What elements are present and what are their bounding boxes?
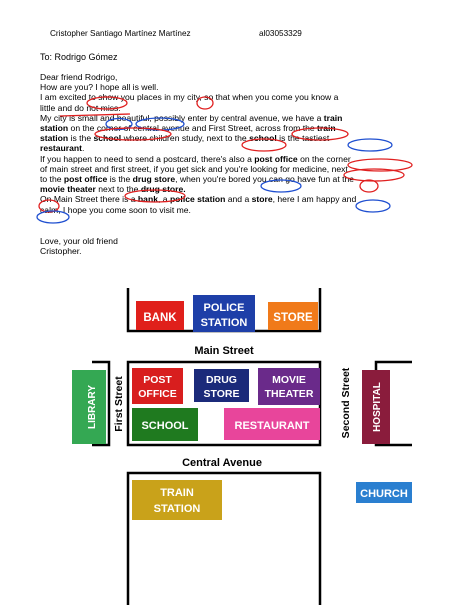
letter-line: calm, I hope you come soon to visit me. xyxy=(40,204,191,215)
bold-text: post office xyxy=(254,153,298,164)
text: is the xyxy=(107,174,133,185)
text: on the corner xyxy=(297,153,351,164)
main-street-label: Main Street xyxy=(194,345,254,357)
recipient-line: To: Rodrigo Gómez xyxy=(40,52,118,62)
letter-line: of main street and first street, if you get sick and you're looking for medicine, next xyxy=(40,163,348,174)
train-label-1: TRAIN xyxy=(160,487,194,499)
letter-line xyxy=(40,133,440,143)
bold-text: police station xyxy=(169,194,226,205)
library-label: LIBRARY xyxy=(87,384,98,430)
post-label-2: OFFICE xyxy=(138,388,177,400)
drug-label-2: STORE xyxy=(203,388,240,400)
letter-line xyxy=(40,113,440,123)
text: where children study, next to the xyxy=(121,133,250,144)
closing xyxy=(40,236,118,256)
police-label-2: STATION xyxy=(200,317,248,329)
central-avenue-label: Central Avenue xyxy=(182,457,262,469)
text: to the xyxy=(40,174,64,185)
text: is the tastiest xyxy=(276,133,330,144)
text: and a xyxy=(225,194,252,205)
movie-label-2: THEATER xyxy=(264,388,314,400)
bank-label: BANK xyxy=(143,312,177,324)
text: next to the xyxy=(95,184,141,195)
letter-line: I am excited to show you places in my city, so that when you come you know a xyxy=(40,92,339,103)
first-street-label: First Street xyxy=(113,376,125,432)
text: . xyxy=(82,143,85,154)
letter-line xyxy=(40,154,440,164)
drug-label-1: DRUG xyxy=(206,374,237,386)
police-label-1: POLICE xyxy=(203,302,245,314)
text: If you happen to need to send a postcard, there's also a xyxy=(40,153,255,164)
letter-line xyxy=(40,174,440,184)
train-label-2: STATION xyxy=(153,503,201,515)
second-street-label: Second Street xyxy=(340,367,352,439)
letter-line xyxy=(40,123,440,133)
bold-text: school xyxy=(93,133,122,144)
bold-text: train xyxy=(317,123,336,134)
text: My city is small and beautiful, possibly enter by central avenue, we have a xyxy=(40,112,324,123)
signature: Cristopher. xyxy=(40,246,82,257)
letter-body xyxy=(40,72,440,215)
hospital-label: HOSPITAL xyxy=(372,382,383,432)
text: , here I am happy and xyxy=(272,194,357,205)
bold-text: station xyxy=(40,133,69,144)
store-label: STORE xyxy=(273,312,313,324)
student-id: al03053329 xyxy=(259,29,302,38)
movie-label-1: MOVIE xyxy=(272,374,306,386)
bold-text: store xyxy=(251,194,273,205)
bold-text: bank xyxy=(137,194,158,205)
bold-text: post office xyxy=(63,174,108,185)
text: , a xyxy=(157,194,170,205)
post-label-1: POST xyxy=(143,374,172,386)
letter-line: How are you? I hope all is well. xyxy=(40,82,159,93)
school-label: SCHOOL xyxy=(141,420,189,432)
greeting: Dear friend Rodrigo, xyxy=(40,72,118,82)
church-label: CHURCH xyxy=(360,488,408,500)
text: On Main Street there is a xyxy=(40,194,138,205)
letter-line: little and do not miss. xyxy=(40,102,121,113)
author-name: Cristopher Santiago Martínez Martínez xyxy=(50,29,191,38)
text: is the xyxy=(68,133,94,144)
bold-text: drug store xyxy=(132,174,176,185)
bold-text: movie theater xyxy=(40,184,96,195)
bold-text: drug store. xyxy=(140,184,186,195)
bold-text: station xyxy=(40,123,69,134)
bold-text: train xyxy=(323,112,343,123)
closing-line: Love, your old friend xyxy=(40,236,118,246)
city-map xyxy=(87,288,412,605)
letter-line xyxy=(40,143,440,153)
street-outlines xyxy=(92,288,412,605)
bold-text: restaurant xyxy=(40,143,83,154)
letter-line xyxy=(40,184,440,194)
text: , when you're bored you can go have fun at the xyxy=(175,174,355,185)
restaurant-label: RESTAURANT xyxy=(234,420,310,432)
letter-line xyxy=(40,194,440,204)
text: on the corner of central avenue and First Street, across from the xyxy=(68,123,318,134)
bold-text: school xyxy=(249,133,277,144)
